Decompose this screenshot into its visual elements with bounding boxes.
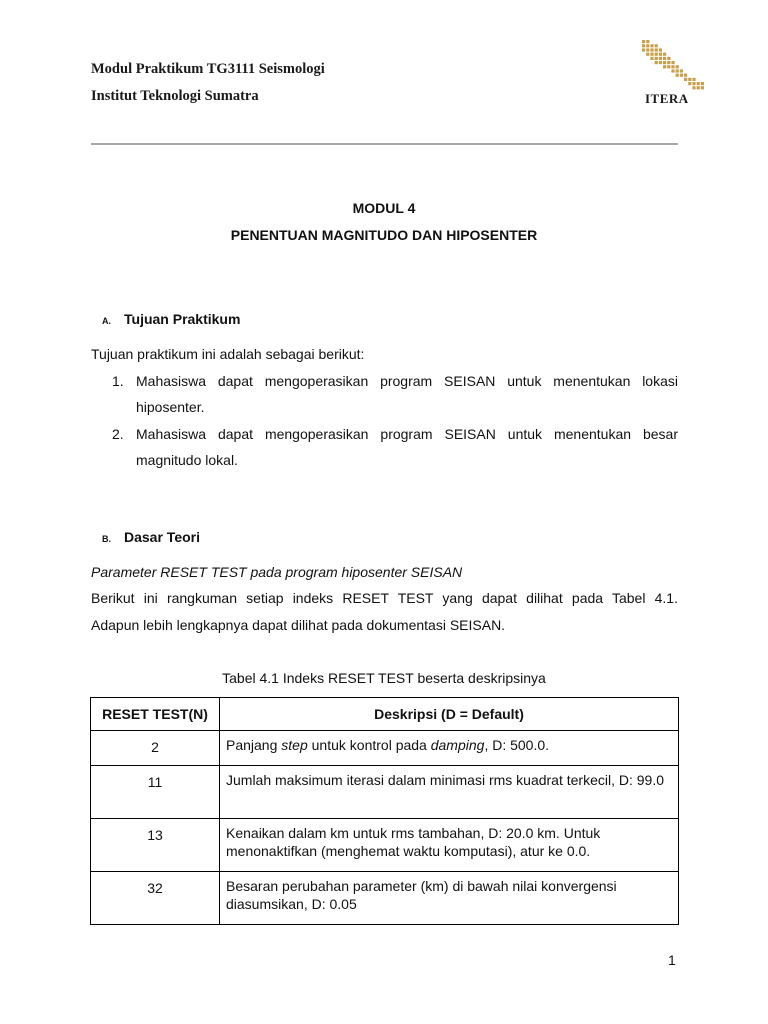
reset-test-table (90, 697, 679, 925)
table-cell-n: 2 (91, 731, 220, 766)
header-institution: Institut Teknologi Sumatra (91, 88, 259, 104)
list-item-2: Mahasiswa dapat mengoperasikan program SEISAN untuk menentukan besar magnitudo lokal. (136, 426, 678, 468)
section-a-letter: A. (102, 316, 111, 326)
table-cell-desc: Jumlah maksimum iterasi dalam minimasi rms kuadrat terkecil, D: 99.0 (220, 766, 679, 819)
table-cell-n: 11 (91, 766, 220, 819)
desc-italic-step: step (281, 737, 308, 753)
section-b-paragraph-line1: Berikut ini rangkuman setiap indeks RESET TEST yang dapat dilihat pada Tabel 4.1. (91, 590, 678, 606)
module-title: PENENTUAN MAGNITUDO DAN HIPOSENTER (230, 227, 538, 243)
table-cell-desc: Besaran perubahan parameter (km) di bawah nilai konvergensi diasumsikan, D: 0.05 (220, 872, 679, 925)
table-row (91, 819, 679, 872)
section-b-heading: Dasar Teori (124, 529, 200, 545)
table-header-description: Deskripsi (D = Default) (220, 698, 679, 731)
list-number-1: 1. (112, 373, 124, 389)
header-course: Modul Praktikum TG3111 Seismologi (91, 61, 325, 77)
desc-text: Panjang (226, 737, 282, 753)
table-cell-n: 32 (91, 872, 220, 925)
section-a-intro: Tujuan praktikum ini adalah sebagai berikut: (91, 346, 365, 362)
table-header-row (91, 698, 679, 731)
table-caption: Tabel 4.1 Indeks RESET TEST beserta deskripsinya (222, 670, 546, 686)
table-row (91, 872, 679, 925)
logo-text: ITERA (645, 91, 689, 106)
table-cell-n: 13 (91, 819, 220, 872)
table-row (91, 766, 679, 819)
table-row (91, 731, 679, 766)
desc-italic-damping: damping (430, 737, 485, 753)
module-number: MODUL 4 (352, 200, 416, 216)
list-item-1: Mahasiswa dapat mengoperasikan program SEISAN untuk menentukan lokasi hiposenter. (136, 373, 678, 415)
desc-text: untuk kontrol pada (307, 737, 431, 753)
section-b-subheading: Parameter RESET TEST pada program hiposenter SEISAN (91, 564, 463, 580)
table-cell-desc: Kenaikan dalam km untuk rms tambahan, D: 20.0 km. Untuk menonaktifkan (menghemat waktu komputasi), atur ke 0.0. (220, 819, 679, 872)
table-header-reset-test: RESET TEST(N) (91, 698, 220, 731)
list-number-2: 2. (112, 426, 124, 442)
desc-text: , D: 500.0. (484, 737, 550, 753)
section-a-heading: Tujuan Praktikum (124, 311, 241, 327)
table-cell-desc (220, 731, 679, 766)
page-number: 1 (668, 952, 676, 968)
section-b-letter: B. (102, 534, 111, 544)
header-divider (91, 143, 678, 145)
section-b-paragraph-line2: Adapun lebih lengkapnya dapat dilihat pada dokumentasi SEISAN. (91, 617, 506, 633)
